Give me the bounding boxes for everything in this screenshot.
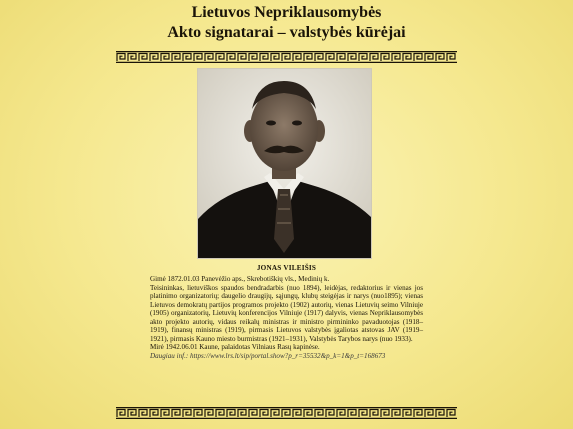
meander-unit (271, 54, 279, 62)
meander-unit (282, 410, 290, 418)
meander-unit (392, 410, 400, 418)
meander-unit (381, 410, 389, 418)
meander-unit (260, 410, 268, 418)
meander-unit (117, 54, 125, 62)
meander-unit (194, 410, 202, 418)
meander-unit (249, 54, 257, 62)
meander-unit (282, 54, 290, 62)
meander-unit (183, 54, 191, 62)
meander-unit (194, 54, 202, 62)
top-meander-border (116, 51, 457, 63)
meander-unit (447, 410, 455, 418)
meander-unit (326, 410, 334, 418)
meander-unit (161, 410, 169, 418)
meander-unit (381, 54, 389, 62)
meander-unit (293, 410, 301, 418)
meander-unit (414, 54, 422, 62)
title-line-2: Akto signatarai – valstybės kūrėjai (167, 24, 406, 41)
meander-unit (326, 54, 334, 62)
biography (150, 275, 423, 360)
meander-unit (392, 54, 400, 62)
meander-unit (315, 410, 323, 418)
meander-unit (403, 54, 411, 62)
meander-unit (370, 410, 378, 418)
meander-unit (227, 54, 235, 62)
meander-unit (150, 410, 158, 418)
meander-unit (172, 410, 180, 418)
meander-unit (227, 410, 235, 418)
meander-unit (348, 410, 356, 418)
bio-text: Teisininkas, lietuviškos spaudos bendradarbis (nuo 1894), leidėjas, redaktorius ir vienas jos platinimo organizatorių; daugelio draugijų, sąjungų, klubų steigėjas ir narys (nuo1895); vienas Lietuvos demokratų partijos programos projekto (1902) autorių, vienas Lietuvių seimo Vilniuje (1905) organizatorių, Lietuvių konferencijos Vilniuje (1917) dalyvis, vienas Nepriklausomybės akto projekto autorių, vidaus reikalų ministras ir ministro pirmininko pavaduotojas (1918–1919), finansų ministras (1919), pirmasis Lietuvos valstybės įgaliotas atstovas JAV (1919–1921), pirmasis Kauno miesto burmistras (1921–1931), Valstybės Tarybos narys (nuo 1933). (150, 283, 423, 343)
page-title (0, 3, 573, 43)
meander-unit (172, 54, 180, 62)
meander-unit (117, 410, 125, 418)
meander-unit (216, 410, 224, 418)
more-info-link[interactable]: Daugiau inf.: https://www.lrs.lt/sip/portal.show?p_r=35532&p_k=1&p_t=168673 (150, 351, 386, 360)
meander-unit (161, 54, 169, 62)
meander-unit (436, 54, 444, 62)
meander-unit (293, 54, 301, 62)
meander-unit (260, 54, 268, 62)
meander-unit (425, 54, 433, 62)
meander-unit (183, 410, 191, 418)
title-line-1: Lietuvos Nepriklausomybės (191, 4, 382, 21)
meander-unit (337, 410, 345, 418)
meander-unit (337, 54, 345, 62)
meander-unit (359, 410, 367, 418)
meander-unit (304, 410, 312, 418)
meander-unit (150, 54, 158, 62)
meander-unit (447, 54, 455, 62)
meander-unit (414, 410, 422, 418)
meander-unit (238, 410, 246, 418)
portrait-photo-icon (198, 69, 371, 258)
meander-unit (304, 54, 312, 62)
meander-unit (128, 54, 136, 62)
meander-unit (315, 54, 323, 62)
meander-unit (249, 410, 257, 418)
birth-info: Gimė 1872.01.03 Panevėžio aps., Skrebotiškių vls., Medinių k. (150, 275, 330, 283)
meander-unit (139, 410, 147, 418)
meander-unit (359, 54, 367, 62)
meander-unit (370, 54, 378, 62)
meander-unit (139, 54, 147, 62)
meander-unit (436, 410, 444, 418)
bottom-meander-border (116, 407, 457, 419)
death-info: Mirė 1942.06.01 Kaune, palaidotas Vilniaus Rasų kapinėse. (150, 343, 320, 352)
meander-unit (425, 410, 433, 418)
portrait-photo (198, 69, 371, 258)
meander-unit (348, 54, 356, 62)
meander-unit (205, 410, 213, 418)
meander-unit (238, 54, 246, 62)
meander-unit (403, 410, 411, 418)
meander-unit (271, 410, 279, 418)
meander-unit (128, 410, 136, 418)
person-name: JONAS VILEIŠIS (256, 264, 317, 272)
meander-unit (216, 54, 224, 62)
meander-unit (205, 54, 213, 62)
